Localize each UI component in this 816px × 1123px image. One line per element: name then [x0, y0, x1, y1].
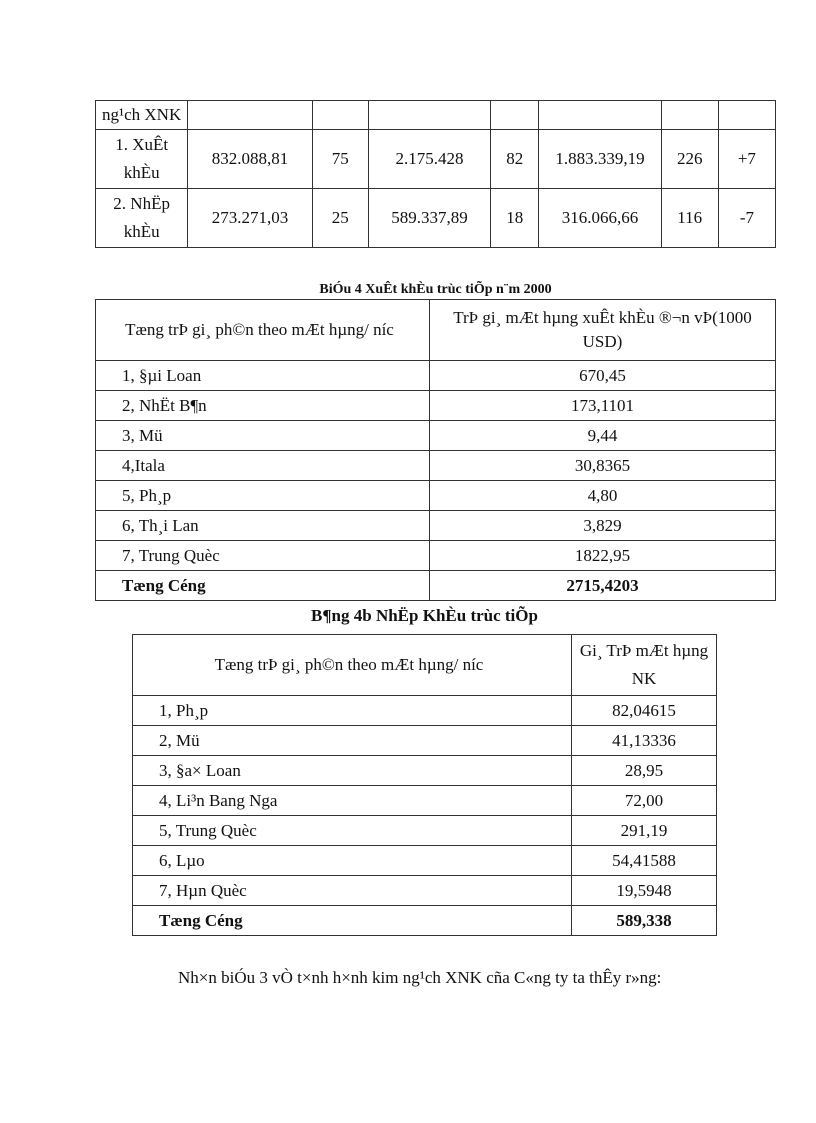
table-4-caption: BiÓu 4 XuÊt khÈu trùc tiÕp n¨m 2000: [319, 282, 552, 297]
table-row: [133, 846, 717, 876]
table-row: [96, 421, 776, 451]
table-cell: 273.271,03: [188, 189, 312, 248]
value-cell: 82,04615: [572, 696, 717, 726]
table-cell: [368, 101, 490, 130]
country-cell: 5, Ph¸p: [96, 481, 430, 511]
table-row: [96, 451, 776, 481]
table-cell: 226: [661, 130, 718, 189]
table-row: [133, 876, 717, 906]
value-cell: 41,13336: [572, 726, 717, 756]
value-cell: 28,95: [572, 756, 717, 786]
total-value: 589,338: [572, 906, 717, 936]
table-cell: +7: [718, 130, 775, 189]
total-label: Tæng Céng: [96, 571, 430, 601]
table-cell: 1.883.339,19: [539, 130, 661, 189]
country-cell: 6, Th¸i Lan: [96, 511, 430, 541]
country-cell: 2, Mü: [133, 726, 572, 756]
column-header: TrÞ gi¸ mÆt hµng xuÊt khÈu ®¬n vÞ(1000 USD): [430, 300, 776, 361]
table-header-row: [133, 635, 717, 696]
total-value: 2715,4203: [430, 571, 776, 601]
value-cell: 291,19: [572, 816, 717, 846]
table-row: [96, 391, 776, 421]
table-cell: 25: [312, 189, 368, 248]
value-cell: 9,44: [430, 421, 776, 451]
table-row: [96, 101, 776, 130]
table-export-2000: [95, 299, 776, 601]
value-cell: 72,00: [572, 786, 717, 816]
country-cell: 3, Mü: [96, 421, 430, 451]
country-cell: 2, NhËt B¶n: [96, 391, 430, 421]
table-row: [133, 756, 717, 786]
table-row: [96, 130, 776, 189]
value-cell: 173,1101: [430, 391, 776, 421]
value-cell: 30,8365: [430, 451, 776, 481]
table-cell: 316.066,66: [539, 189, 661, 248]
table-row: [96, 189, 776, 248]
country-cell: 1, Ph¸p: [133, 696, 572, 726]
table-cell: [539, 101, 661, 130]
value-cell: 3,829: [430, 511, 776, 541]
table-cell: [188, 101, 312, 130]
table-cell: 1. XuÊt khÈu: [96, 130, 188, 189]
table-import-direct: [132, 634, 717, 936]
table-row: [133, 696, 717, 726]
table-row: [133, 816, 717, 846]
table-row: [96, 481, 776, 511]
value-cell: 670,45: [430, 361, 776, 391]
table-cell: ng¹ch XNK: [96, 101, 188, 130]
country-cell: 4, Li³n Bang Nga: [133, 786, 572, 816]
value-cell: 1822,95: [430, 541, 776, 571]
table-cell: 116: [661, 189, 718, 248]
table-cell: [718, 101, 775, 130]
table-cell: -7: [718, 189, 775, 248]
value-cell: 19,5948: [572, 876, 717, 906]
table-cell: 589.337,89: [368, 189, 490, 248]
table-cell: 832.088,81: [188, 130, 312, 189]
table-kim-ngach-xnk: [95, 100, 776, 248]
table-row: [133, 726, 717, 756]
table-total-row: [133, 906, 717, 936]
table-cell: [491, 101, 539, 130]
table-cell: 18: [491, 189, 539, 248]
body-paragraph: Nh×n biÓu 3 vÒ t×nh h×nh kim ng¹ch XNK cña C«ng ty ta thÊy r»ng:: [178, 968, 662, 987]
table-cell: 2.175.428: [368, 130, 490, 189]
country-cell: 1, §µi Loan: [96, 361, 430, 391]
country-cell: 4,Itala: [96, 451, 430, 481]
country-cell: 7, Trung Quèc: [96, 541, 430, 571]
table-row: [133, 786, 717, 816]
table-header-row: [96, 300, 776, 361]
country-cell: 5, Trung Quèc: [133, 816, 572, 846]
value-cell: 54,41588: [572, 846, 717, 876]
table-cell: [661, 101, 718, 130]
table-row: [96, 541, 776, 571]
column-header: Gi¸ TrÞ mÆt hµng NK: [572, 635, 717, 696]
country-cell: 7, Hµn Quèc: [133, 876, 572, 906]
country-cell: 3, §a× Loan: [133, 756, 572, 786]
country-cell: 6, Lµo: [133, 846, 572, 876]
column-header: Tæng trÞ gi¸ ph©n theo mÆt hµng/ níc: [96, 300, 430, 361]
table-cell: 2. NhËp khÈu: [96, 189, 188, 248]
column-header: Tæng trÞ gi¸ ph©n theo mÆt hµng/ níc: [133, 635, 572, 696]
table-4b-caption: B¶ng 4b NhËp KhÈu trùc tiÕp: [311, 606, 538, 625]
table-cell: [312, 101, 368, 130]
table-row: [96, 361, 776, 391]
table-row: [96, 511, 776, 541]
table-cell: 82: [491, 130, 539, 189]
value-cell: 4,80: [430, 481, 776, 511]
table-total-row: [96, 571, 776, 601]
total-label: Tæng Céng: [133, 906, 572, 936]
table-cell: 75: [312, 130, 368, 189]
